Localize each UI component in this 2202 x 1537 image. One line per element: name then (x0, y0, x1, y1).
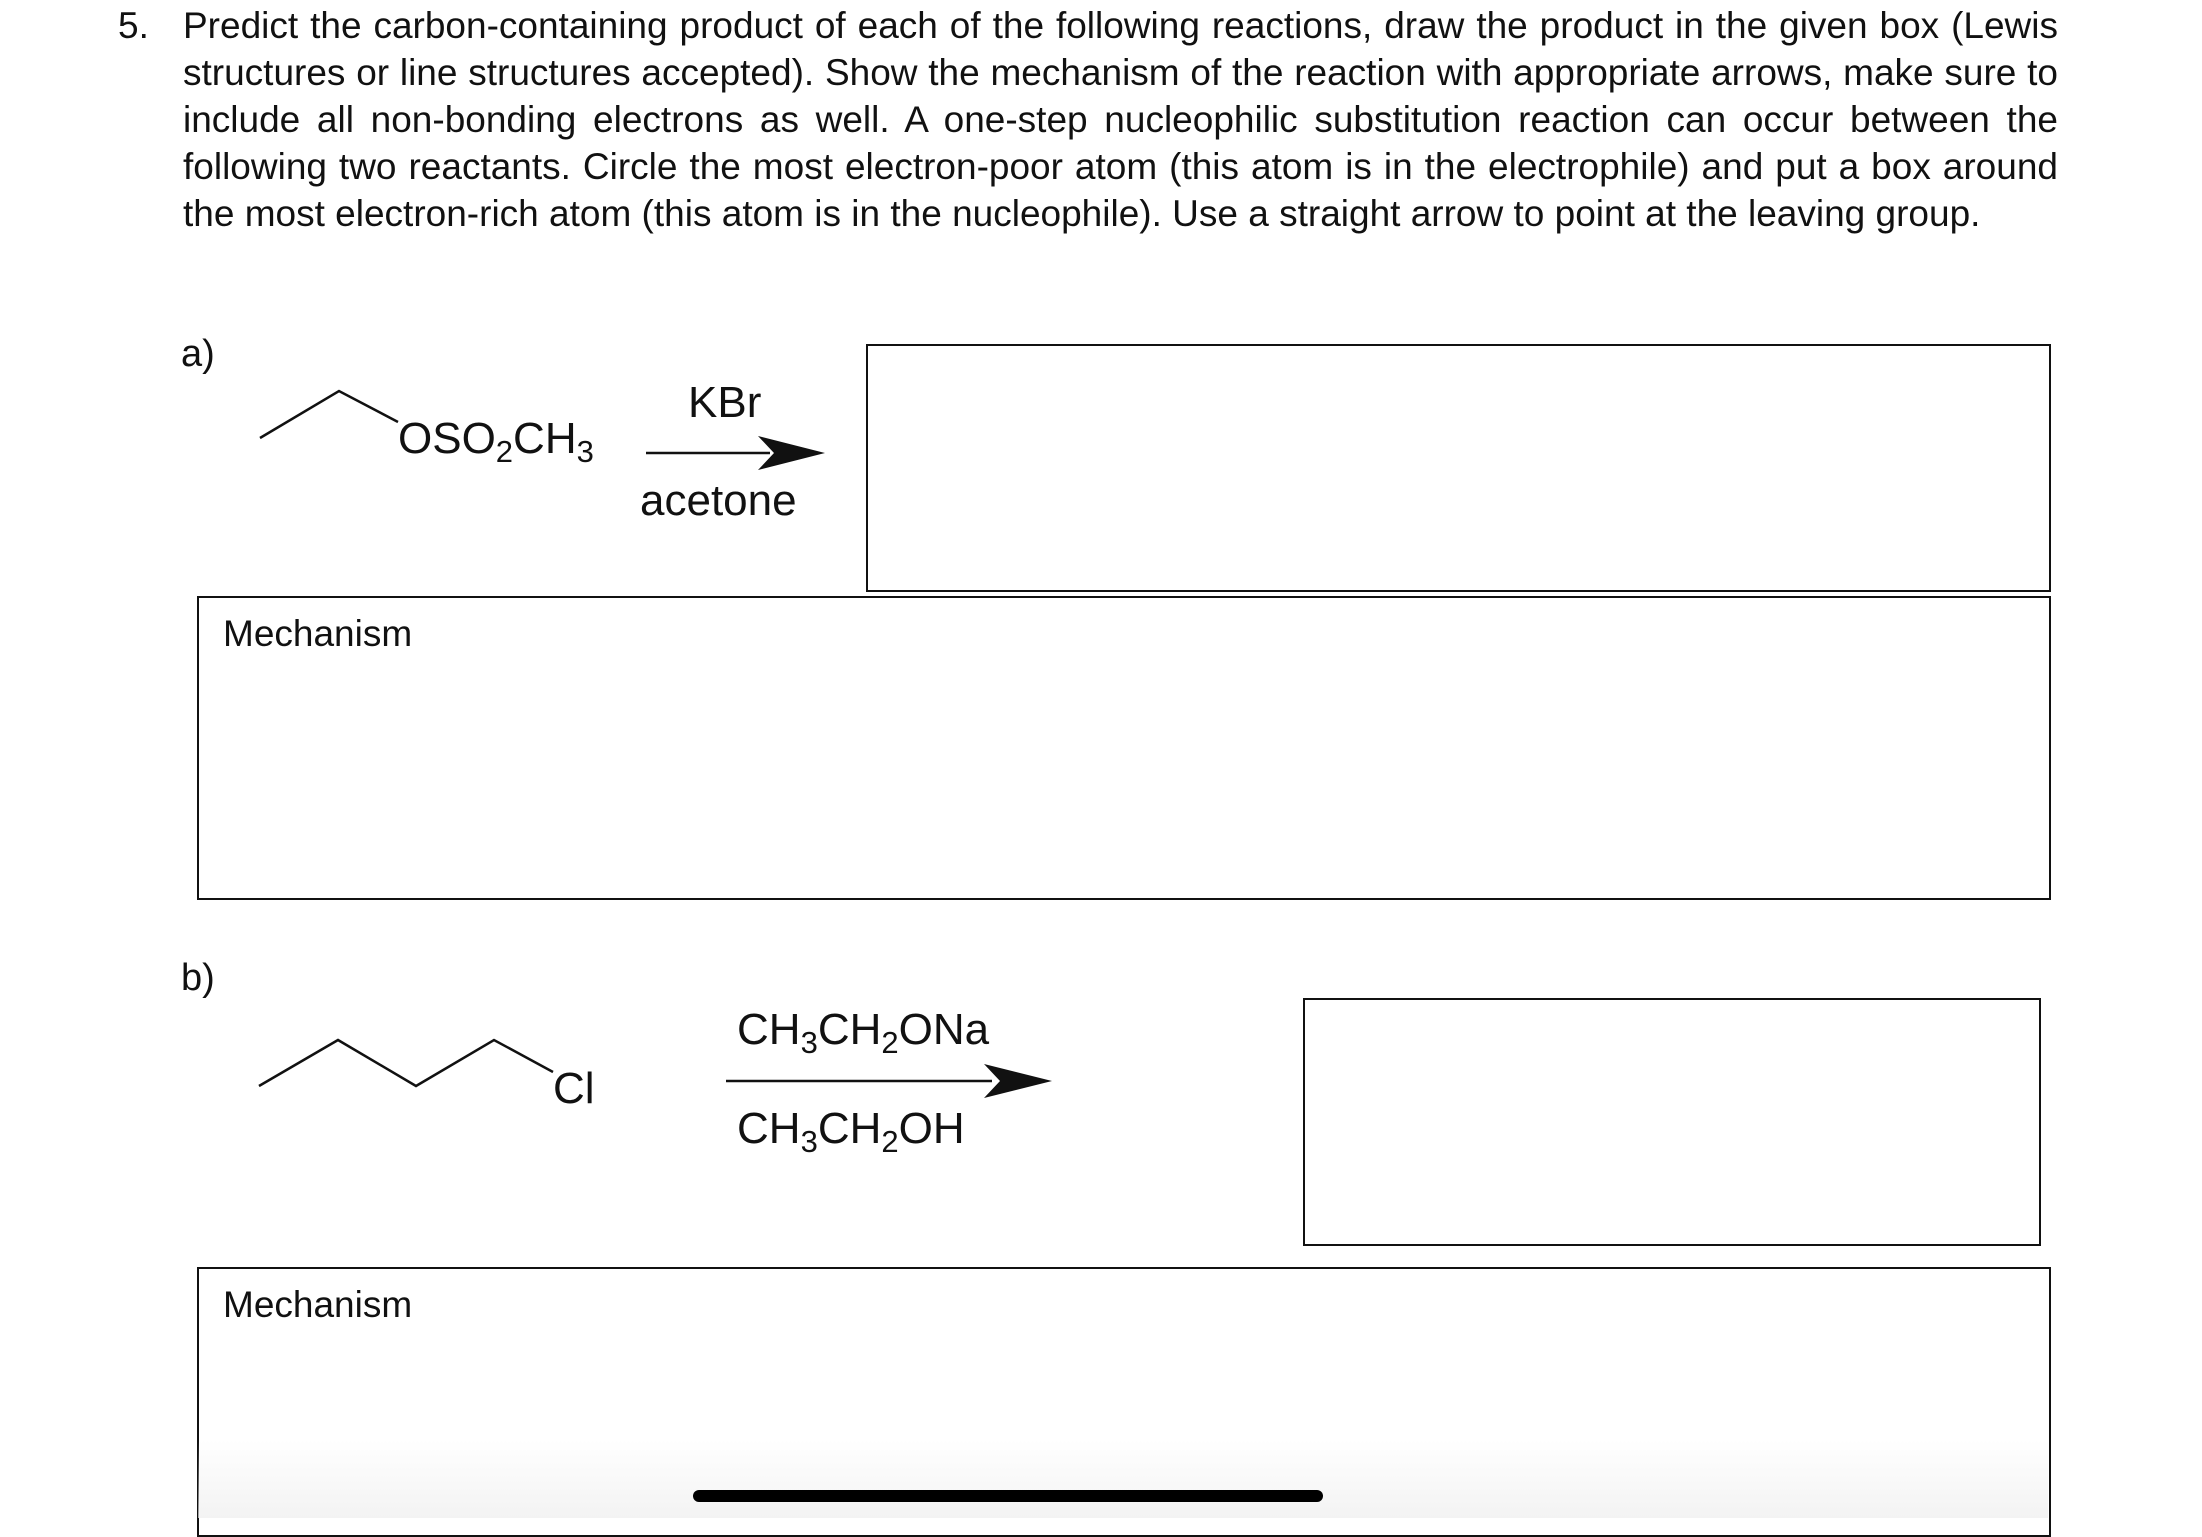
part-a-reagent-below: acetone (640, 476, 797, 525)
part-b-arrowhead (984, 1064, 1052, 1098)
part-b-mechanism-label: Mechanism (223, 1284, 413, 1325)
home-indicator-bar[interactable] (693, 1490, 1323, 1502)
part-b-product-box[interactable] (1303, 998, 2041, 1246)
part-a-reagent-above: KBr (688, 378, 762, 427)
question-number: 5. (118, 5, 149, 46)
part-b-ra-ch-1: CH (737, 1005, 801, 1054)
part-a-sub-2: 2 (495, 434, 514, 469)
part-b-ra-sub-2: 2 (881, 1025, 899, 1060)
part-b-reagent-below (737, 1104, 965, 1159)
part-b-rb-ch-1: CH (737, 1104, 801, 1153)
part-a-mechanism-label: Mechanism (223, 613, 413, 654)
part-a-label: a) (181, 333, 215, 375)
question-text: Predict the carbon-containing product of each of the following reactions, draw the product in the given box (Lewis structures or line structures accepted). Show the mechanism of the reaction with appropriate arrows, make sure to include all non-bonding electrons as well. A one-step nucleophilic substitution reaction can occur between the following two reactants. Circle the most electron-poor atom (this atom is in the electrophile) and put a box around the most electron-rich atom (this atom is in the nucleophile). Use a straight arrow to point at the leaving group. (183, 5, 2058, 234)
part-b-ra-ch-2: CH (817, 1005, 882, 1054)
part-b-leaving-atom: Cl (553, 1064, 595, 1113)
part-b-label: b) (181, 957, 215, 999)
part-b-rb-sub-3: 3 (800, 1124, 818, 1159)
part-a-sub-3: 3 (576, 434, 594, 469)
part-a-oso: OSO (398, 414, 496, 463)
part-a-ch: CH (513, 414, 577, 463)
part-b-rb-sub-2: 2 (881, 1124, 899, 1159)
part-b-rb-oh: OH (898, 1104, 965, 1153)
part-b-ra-ona: ONa (898, 1005, 990, 1054)
part-b-rb-ch-2: CH (817, 1104, 882, 1153)
part-b-ra-sub-3: 3 (800, 1025, 818, 1060)
